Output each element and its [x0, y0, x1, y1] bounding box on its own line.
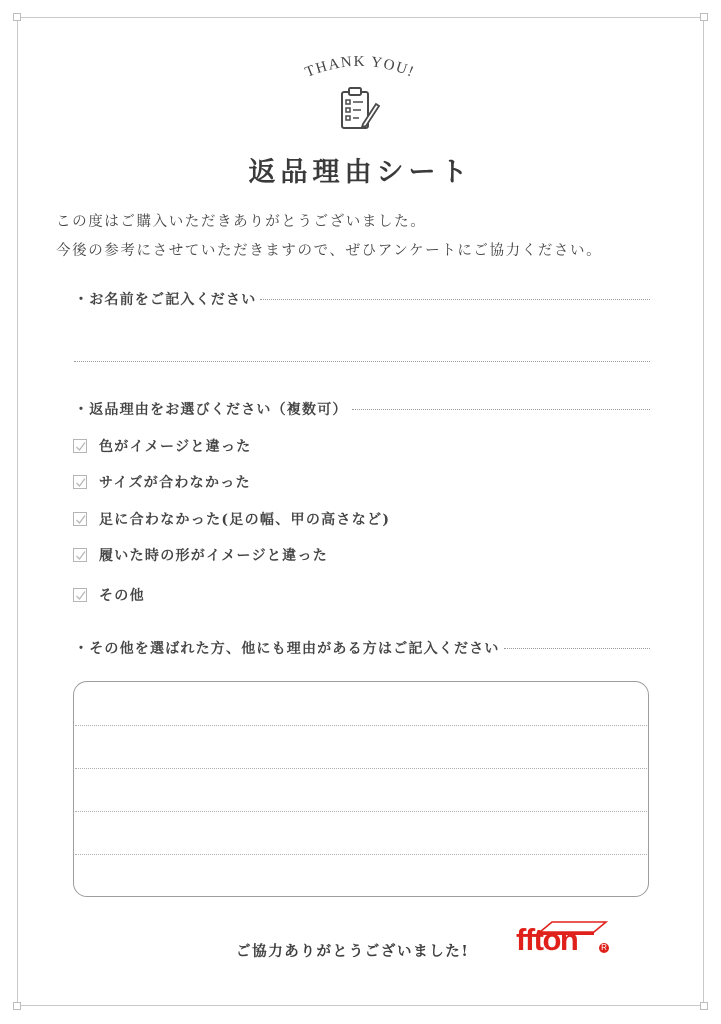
reason-option[interactable]	[73, 472, 251, 492]
other-section-label: ・その他を選ばれた方、他にも理由がある方はご記入ください	[74, 641, 500, 657]
reason-option-label: サイズが合わなかった	[99, 475, 251, 491]
reason-option-label: 色がイメージと違った	[99, 439, 252, 455]
corner-mark	[13, 1002, 21, 1010]
name-section-heading	[74, 289, 650, 309]
name-section-label: ・お名前をご記入ください	[74, 292, 257, 308]
reason-option-label: 履いた時の形がイメージと違った	[99, 548, 329, 564]
reason-option-label: 足に合わなかった(足の幅、甲の高さなど)	[99, 512, 391, 528]
reason-option-label: その他	[99, 588, 145, 604]
comment-box[interactable]	[73, 681, 649, 897]
dotted-leader	[352, 409, 650, 410]
reason-option[interactable]	[73, 545, 328, 565]
reason-section-heading	[74, 399, 650, 419]
ruled-line	[75, 811, 647, 812]
checkbox[interactable]	[73, 475, 87, 489]
dotted-leader	[504, 648, 650, 649]
registered-mark: R	[599, 943, 609, 953]
intro-line-2: 今後の参考にさせていただきますので、ぜひアンケートにご協力ください。	[56, 243, 603, 259]
checkbox[interactable]	[73, 512, 87, 526]
checkbox[interactable]	[73, 439, 87, 453]
clipboard-checklist-icon	[339, 86, 381, 132]
footer-thanks: ご協力ありがとうございました!	[236, 943, 470, 960]
logo-wordmark: ffton	[516, 922, 578, 957]
corner-mark	[700, 13, 708, 21]
intro-line-1: この度はご購入いただきありがとうございました。	[56, 214, 427, 230]
corner-mark	[700, 1002, 708, 1010]
brand-logo	[516, 918, 610, 964]
dotted-leader	[260, 299, 650, 300]
ruled-line	[75, 768, 647, 769]
reason-option[interactable]	[73, 436, 252, 456]
checkbox[interactable]	[73, 588, 87, 602]
name-input-line[interactable]	[74, 361, 650, 362]
corner-mark	[13, 13, 21, 21]
reason-option[interactable]	[73, 585, 145, 605]
other-section-heading	[74, 638, 650, 658]
reason-section-label: ・返品理由をお選びください（複数可）	[74, 402, 348, 418]
page-title: 返品理由シート	[248, 157, 473, 188]
ruled-line	[75, 725, 647, 726]
checkbox[interactable]	[73, 548, 87, 562]
ruled-line	[75, 854, 647, 855]
reason-option[interactable]	[73, 509, 390, 529]
svg-text:THANK YOU!: THANK YOU!	[303, 53, 418, 81]
